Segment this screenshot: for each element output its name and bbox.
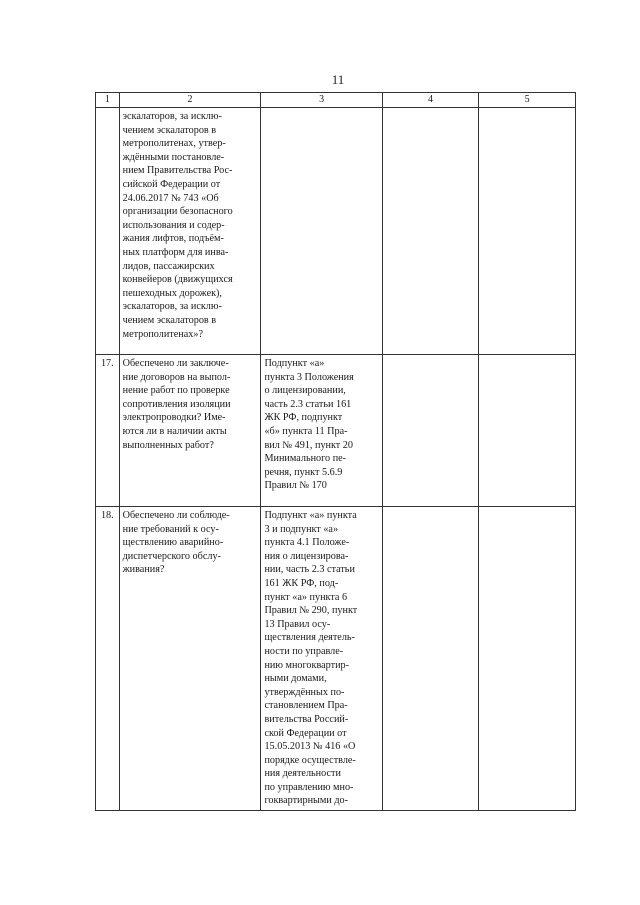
answer-cell: [382, 355, 479, 507]
header-cell-4: 4: [382, 93, 479, 108]
header-cell-3: 3: [261, 93, 382, 108]
reference-cell: [261, 108, 382, 355]
question-cell: эскалаторов, за исклю- чением эскалаторов в метрополитенах, утвер- ждёнными постановле- нием Правительства Рос- сийской Федерации от 24.06.2017 № 743 «Об организации безопасного использования и содер- жания лифтов, подъём- ных платформ для инва- лидов, пассажирских конвейеров (движущихся пешеходных дорожек), эскалаторов, за исклю- чением эскалаторов в метрополитенах»?: [119, 108, 261, 355]
table-row: [96, 507, 576, 811]
note-cell: [479, 108, 576, 355]
note-cell: [479, 355, 576, 507]
answer-cell: [382, 108, 479, 355]
row-number: 17.: [96, 355, 120, 507]
page-number: 11: [331, 72, 345, 87]
row-number: 18.: [96, 507, 120, 811]
checklist-table: [95, 92, 576, 811]
header-cell-5: 5: [479, 93, 576, 108]
reference-cell: Подпункт «а» пункта 3 Положения о лицензировании, часть 2.3 статьи 161 ЖК РФ, подпункт «б» пункта 11 Пра- вил № 491, пункт 20 Минимального пе- речня, пункт 5.6.9 Правил № 170: [261, 355, 382, 507]
header-cell-2: 2: [119, 93, 261, 108]
table-row: [96, 108, 576, 355]
question-cell: Обеспечено ли соблюде- ние требований к осу- ществлению аварийно- диспетчерского обслу- живания?: [119, 507, 261, 811]
note-cell: [479, 507, 576, 811]
question-cell: Обеспечено ли заключе- ние договоров на выпол- нение работ по проверке сопротивления изоляции электропроводки? Име- ются ли в наличии акты выполненных работ?: [119, 355, 261, 507]
answer-cell: [382, 507, 479, 811]
header-cell-1: 1: [96, 93, 120, 108]
reference-cell: Подпункт «а» пункта 3 и подпункт «а» пункта 4.1 Положе- ния о лицензирова- нии, часть 2.3 статьи 161 ЖК РФ, под- пункт «а» пункта 6 Правил № 290, пункт 13 Правил осу- ществления деятель- ности по управле- нию многоквартир- ными домами, утверждённых по- становлением Пра- вительства Россий- ской Федерации от 15.05.2013 № 416 «О порядке осуществле- ния деятельности по управлению мно- гоквартирными до-: [261, 507, 382, 811]
header-row: [96, 93, 576, 108]
table-row: [96, 355, 576, 507]
row-number: [96, 108, 120, 355]
